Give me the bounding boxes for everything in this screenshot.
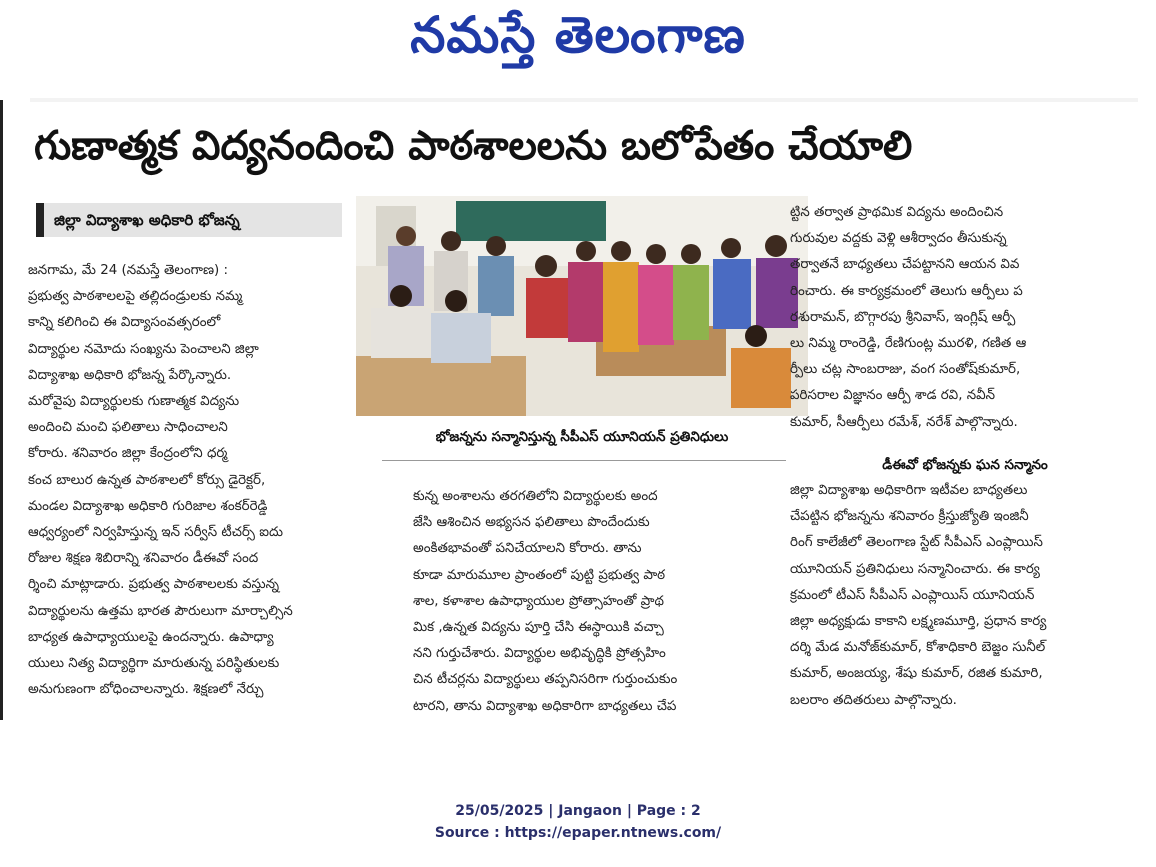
text-line: కూడా మారుమూల ప్రాంతంలో పుట్టి ప్రభుత్వ పాఠ — [413, 567, 666, 583]
text-line: రించారు. ఈ కార్యక్రమంలో తెలుగు ఆర్పీలు ప — [790, 283, 1023, 299]
text-line: అందించి మంచి ఫలితాలు సాధించాలని — [28, 420, 228, 436]
text-line: కంచ బాలుర ఉన్నత పాఠశాలలో కోర్సు డైరెక్టర్, — [28, 472, 266, 488]
text-line: జిల్లా అధ్యక్షుడు కాకాని లక్ష్మణమూర్తి, ప్రధాన కార్య — [790, 614, 1047, 630]
text-line: కుమార్, సీఆర్పీలు రమేశ్, నరేశ్ పాల్గొన్నారు. — [790, 414, 1018, 430]
text-line: విద్యార్థులను ఉత్తమ భారత పౌరులుగా మార్చాల్సిన — [28, 603, 293, 619]
article-photo — [356, 196, 808, 416]
article-column-2 — [413, 484, 761, 720]
text-line: నని గుర్తుచేశారు. విద్యార్థుల అభివృద్ధికి ప్రోత్సహిం — [413, 646, 666, 662]
text-line: ర్పీలు చట్ల సాంబరాజు, వంగ సంతోష్‌కుమార్, — [790, 362, 1021, 378]
footer-date-line: 25/05/2025 | Jangaon | Page : 2 — [455, 803, 701, 819]
text-line: అంకితభావంతో పనిచేయాలని కోరారు. తాను — [413, 541, 642, 557]
text-line: రింగ్ కాలేజీలో తెలంగాణ స్టేట్ సీపీఎస్ ఎంప్లాయిస్ — [790, 535, 1043, 551]
text-line: ట్టిన తర్వాత ప్రాథమిక విద్యను అందించిన — [790, 205, 1004, 220]
text-line: యులు నిత్య విద్యార్థిగా మారుతున్న పరిస్థితులకు — [28, 656, 280, 672]
text-line: కోరారు. శనివారం జిల్లా కేంద్రంలోని ధర్మ — [28, 446, 228, 462]
article-headline: గుణాత్మక విద్యనందించి పాఠశాలలను బలోపేతం చేయాలి — [34, 123, 913, 169]
text-line: మిక ,ఉన్నత విద్యను పూర్తి చేసి ఈస్థాయికి వచ్చా — [413, 620, 664, 636]
group-photo-image — [356, 196, 808, 416]
article-column-3-continued — [790, 478, 1140, 714]
text-line: రోజుల శిక్షణ శిబిరాన్ని శనివారం డీఈవో సంద — [28, 551, 259, 567]
text-line: కుమార్, అంజయ్య, శేషు కుమార్, రజిత కుమారి, — [790, 666, 1043, 682]
text-line: లు నిమ్మ రాంరెడ్డి, రేణిగుంట్ల మురళి, గణిత ఆ — [790, 336, 1027, 352]
text-line: క్రమంలో టీఎస్ సీపీఎస్ ఎంప్లాయిస్ యూనియన్ — [790, 587, 1035, 603]
article-column-1 — [28, 258, 386, 703]
text-line: యూనియన్ ప్రతినిధులు సన్మానించారు. ఈ కార్య — [790, 561, 1040, 577]
text-line: కున్న అంశాలను తరగతిలోని విద్యార్థులకు అంద — [413, 489, 658, 504]
text-line: కాన్ని కలిగించి ఈ విద్యాసంవత్సరంలో — [28, 315, 221, 331]
text-line: పరిసరాల విజ్ఞానం ఆర్పీ శాడ రవి, నవీన్ — [790, 388, 996, 404]
text-line: జనగామ, మే 24 (నమస్తే తెలంగాణ) : — [28, 263, 229, 278]
text-line: జిల్లా విద్యాశాఖ అధికారిగా ఇటీవల బాధ్యతలు — [790, 483, 1028, 498]
text-line: దర్శి మేడ మనోజ్‌కుమార్, కోశాధికారి బెజ్జం సునీల్ — [790, 640, 1046, 656]
text-line: జేసి ఆశించిన అభ్యసన ఫలితాలు పొందేందుకు — [413, 515, 650, 531]
left-border — [0, 100, 3, 720]
text-line: విద్యాశాఖ అధికారి భోజన్న పేర్కొన్నారు. — [28, 367, 232, 383]
caption-divider — [382, 460, 786, 461]
section-subheading: డీఈవో భోజన్నకు ఘన సన్మానం — [882, 457, 1048, 473]
text-line: చిన టీచర్లను విద్యార్థులు తప్పనిసరిగా గుర్తుంచుకుం — [413, 672, 678, 688]
text-line: విద్యార్థుల నమోదు సంఖ్యను పెంచాలని జిల్లా — [28, 341, 259, 357]
text-line: మండల విద్యాశాఖ అధికారి గురిజాల శంకర్‌రెడ్డి — [28, 498, 268, 514]
text-line: రశురామన్, బొగ్గారపు శ్రీనివాస్, ఇంగ్లిష్ ఆర్పీ — [790, 309, 1016, 325]
text-line: బలరాం తదితరులు పాల్గొన్నారు. — [790, 692, 957, 708]
page-footer — [0, 800, 1156, 844]
text-line: టారని, తాను విద్యాశాఖ అధికారిగా బాధ్యతలు చేప — [413, 698, 677, 714]
text-line: అనుగుణంగా బోధించాలన్నారు. శిక్షణలో నేర్చు — [28, 682, 264, 698]
text-line: బాధ్యత ఉపాధ్యాయులపై ఉందన్నారు. ఉపాధ్యా — [28, 629, 274, 645]
article-subhead: జిల్లా విద్యాశాఖ అధికారి భోజన్న — [36, 203, 342, 237]
photo-caption: భోజన్నను సన్మానిస్తున్న సీపీఎస్ యూనియన్ ప్రతినిధులు — [435, 429, 729, 445]
text-line: ఆధ్వర్యంలో నిర్వహిస్తున్న ఇన్ సర్వీస్ టీచర్స్ ఐదు — [28, 525, 284, 541]
text-line: శాల, కళాశాల ఉపాధ్యాయుల ప్రోత్సాహంతో ప్రాథ — [413, 593, 664, 609]
masthead-title: నమస్తే తెలంగాణ — [410, 6, 746, 64]
text-line: చేపట్టిన భోజన్నను శనివారం క్రీస్తుజ్యోతి ఇంజినీ — [790, 509, 1029, 525]
text-line: మరోవైపు విద్యార్థులకు గుణాత్మక విద్యను — [28, 394, 240, 410]
text-line: తర్వాతనే బాధ్యతలు చేపట్టానని ఆయన వివ — [790, 257, 1020, 273]
text-line: ప్రభుత్వ పాఠశాలలపై తల్లిదండ్రులకు నమ్మ — [28, 289, 243, 305]
footer-source-link[interactable]: Source : https://epaper.ntnews.com/ — [434, 825, 722, 841]
top-divider — [30, 98, 1138, 102]
text-line: గురువుల వద్దకు వెళ్లి ఆశీర్వాదం తీసుకున్న — [790, 231, 1007, 247]
masthead-logo — [0, 0, 1156, 80]
text-line: ర్శించి మాట్లాడారు. ప్రభుత్వ పాఠశాలలకు వస్తున్న — [28, 577, 279, 593]
article-column-3 — [790, 200, 1140, 436]
